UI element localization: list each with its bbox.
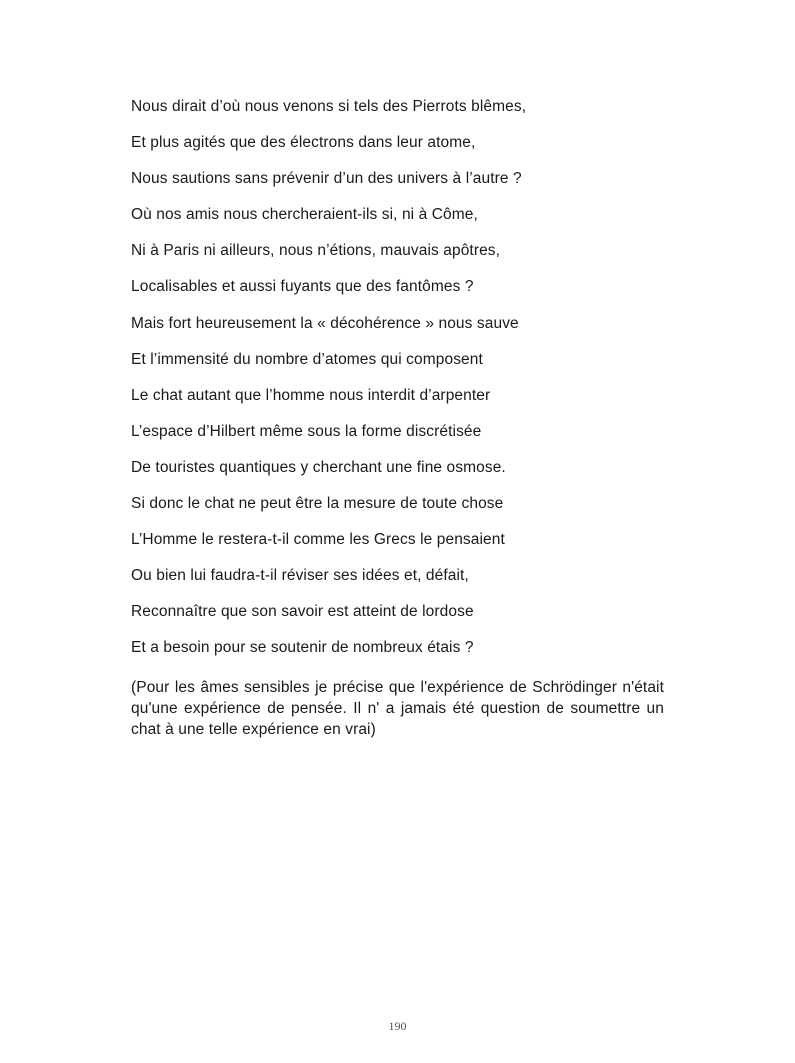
poem-line: L’Homme le restera-t-il comme les Grecs le pensaient (131, 531, 505, 549)
poem-line: Ni à Paris ni ailleurs, nous n’étions, mauvais apôtres, (131, 242, 501, 260)
author-note: (Pour les âmes sensibles je précise que l'expérience de Schrödinger n'était qu'une expérience de pensée. Il n' a jamais été question de soumettre un chat à une telle expérience en vrai) (131, 679, 664, 738)
page-number: 190 (388, 1019, 407, 1033)
poem-line: Localisables et aussi fuyants que des fantômes ? (131, 278, 474, 296)
poem-line: Où nos amis nous chercheraient-ils si, ni à Côme, (131, 206, 478, 224)
poem-body (131, 97, 665, 675)
poem-line: Le chat autant que l’homme nous interdit d’arpenter (131, 386, 491, 404)
poem-line: Reconnaître que son savoir est atteint de lordose (131, 603, 474, 621)
poem-line: Et a besoin pour se soutenir de nombreux étais ? (131, 639, 474, 657)
poem-line: Nous sautions sans prévenir d’un des univers à l’autre ? (131, 170, 522, 188)
poem-line: Ou bien lui faudra-t-il réviser ses idées et, défait, (131, 567, 469, 585)
poem-line: Et plus agités que des électrons dans leur atome, (131, 134, 476, 152)
poem-line: Mais fort heureusement la « décohérence » nous sauve (131, 314, 519, 332)
poem-line: Et l’immensité du nombre d’atomes qui composent (131, 350, 483, 368)
poem-line: L’espace d’Hilbert même sous la forme discrétisée (131, 422, 482, 440)
poem-line: Nous dirait d’où nous venons si tels des Pierrots blêmes, (131, 98, 527, 115)
poem-line: Si donc le chat ne peut être la mesure de toute chose (131, 495, 504, 513)
poem-line: De touristes quantiques y cherchant une fine osmose. (131, 458, 506, 476)
